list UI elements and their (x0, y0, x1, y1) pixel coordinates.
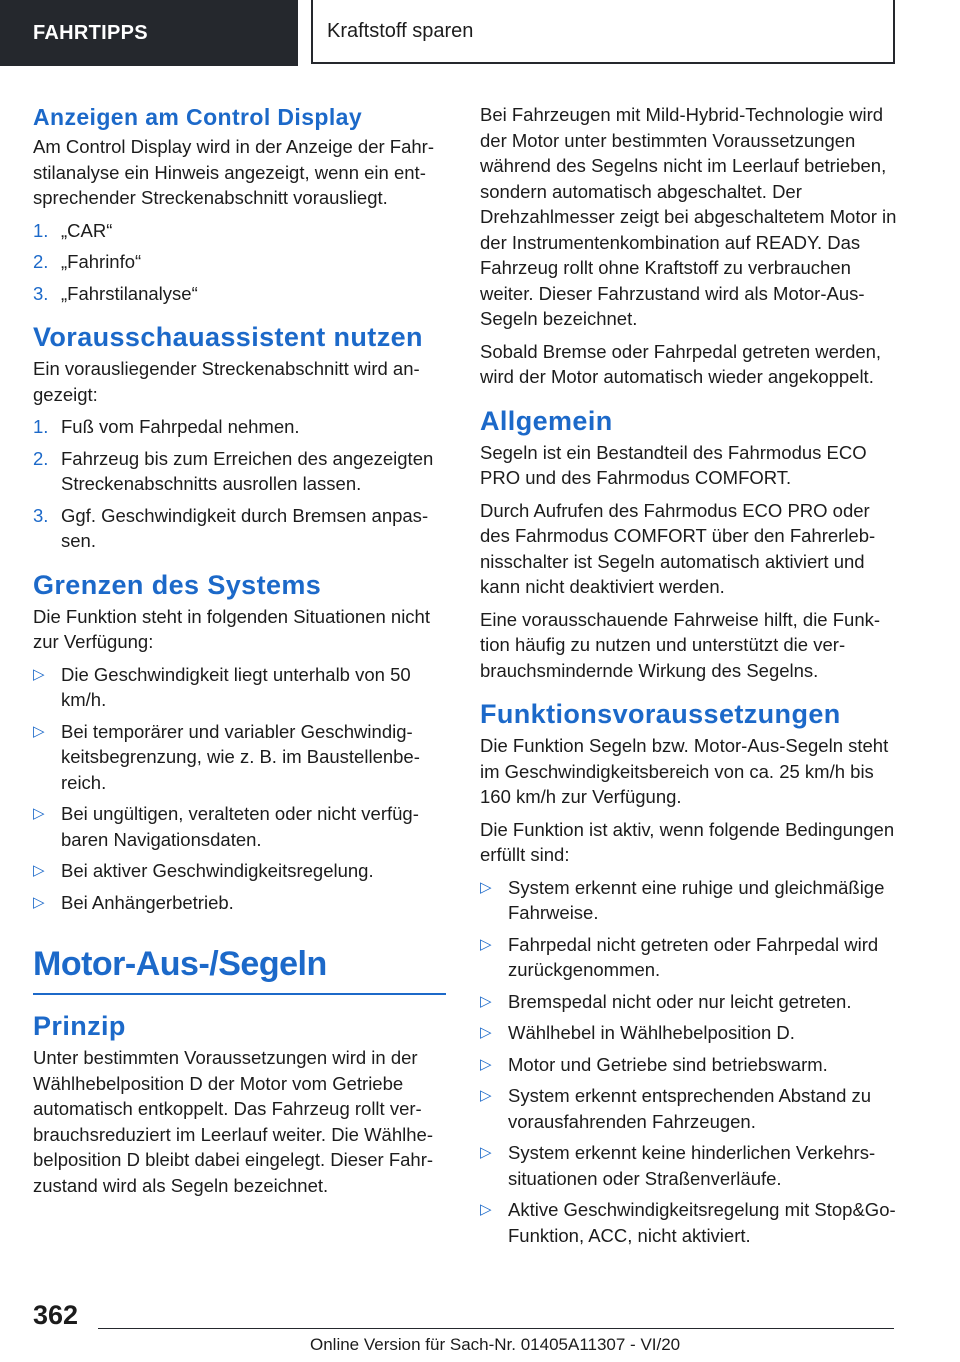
paragraph: Die Funktion ist aktiv, wenn folgende Bedingungen erfüllt sind: (480, 818, 895, 865)
bullet-list (33, 662, 451, 916)
section-control-display (33, 102, 451, 306)
list-item (33, 719, 451, 796)
triangle-bullet-icon: ▷ (33, 722, 45, 740)
section-allgemein (480, 404, 898, 684)
triangle-bullet-icon: ▷ (480, 992, 492, 1010)
list-item (480, 875, 898, 926)
list-number: 1. (33, 416, 49, 437)
triangle-bullet-icon: ▷ (33, 665, 45, 683)
list-item (33, 218, 451, 244)
list-text: „Fahrinfo“ (61, 251, 142, 272)
list-item (480, 1052, 898, 1078)
left-column (33, 102, 451, 1212)
list-item (33, 281, 451, 307)
list-text: „CAR“ (61, 219, 113, 241)
list-text: Motor und Getriebe sind betriebswarm. (508, 1053, 828, 1075)
list-text: Bei ungültigen, veralteten oder nicht verfügbaren Navigationsdaten. (61, 803, 419, 850)
section-funktionsvoraussetzungen (480, 697, 898, 1248)
list-item (33, 662, 451, 713)
list-item (480, 1020, 898, 1046)
heading-control-display: Anzeigen am Control Display (33, 104, 363, 130)
list-text: Bei Anhängerbetrieb. (61, 891, 234, 913)
list-item (33, 249, 451, 275)
list-item (480, 989, 898, 1015)
triangle-bullet-icon: ▷ (33, 862, 45, 879)
list-number: 3. (33, 504, 49, 526)
list-text: Ggf. Geschwindigkeit durch Bremsen anpassen. (61, 504, 429, 551)
section-title: Kraftstoff sparen (311, 0, 895, 64)
list-item (33, 446, 451, 497)
footer-version-text: Online Version für Sach-Nr. 01405A11307 - VI/20 (310, 1335, 681, 1354)
list-item (33, 890, 451, 916)
list-text: Bei temporärer und variabler Geschwindigkeitsbegrenzung, wie z. B. im Baustellenbereich. (61, 720, 420, 793)
triangle-bullet-icon: ▷ (480, 1201, 492, 1218)
list-text: System erkennt eine ruhige und gleichmäßige Fahrweise. (508, 876, 885, 923)
triangle-bullet-icon: ▷ (33, 893, 45, 911)
list-item (480, 1197, 898, 1248)
list-text: Bei aktiver Geschwindigkeitsregelung. (61, 860, 374, 881)
list-text: System erkennt entsprechenden Abstand zu vorausfahrenden Fahrzeugen. (508, 1085, 872, 1132)
paragraph: Bei Fahrzeugen mit Mild-Hybrid-Technologie wird der Motor unter bestimmten Voraussetzungen während des Segelns nicht im Leerlauf betrieben, sondern automatisch abgeschaltet. Der Drehzahlmesser zeigt bei abgeschaltetem Motor in der Instrumentenkombination auf READY. Das Fahrzeug rollt ohne Kraftstoff zu verbrauchen weiter. Dieser Fahrzustand wird als Motor-Aus-Segeln bezeichnet. (480, 104, 897, 329)
list-text: Wählhebel in Wählhebelposition D. (508, 1022, 795, 1043)
heading-funktionsvoraussetzungen: Funktionsvoraussetzungen (480, 699, 841, 729)
triangle-bullet-icon: ▷ (33, 805, 45, 822)
chapter-tab: FAHRTIPPS (0, 0, 298, 66)
triangle-bullet-icon: ▷ (480, 1144, 492, 1161)
chapter-heading: Motor-Aus-/Segeln (33, 943, 446, 995)
list-text: System erkennt keine hinderlichen Verkehrssituationen oder Straßenverläufe. (508, 1142, 876, 1189)
triangle-bullet-icon: ▷ (480, 935, 492, 953)
list-item (33, 858, 451, 884)
right-column (480, 102, 898, 1262)
section-grenzen (33, 568, 451, 916)
heading-vorausschau: Vorausschauassistent nutzen (33, 322, 423, 352)
section-prinzip (33, 1009, 451, 1198)
paragraph: Am Control Display wird in der Anzeige der Fahrstilanalyse ein Hinweis angezeigt, wenn ein entsprechender Streckenabschnitt vorausliegt. (33, 136, 435, 208)
list-text: Fahrzeug bis zum Erreichen des angezeigten Streckenabschnitts ausrollen lassen. (61, 447, 434, 494)
list-text: Die Geschwindigkeit liegt unterhalb von 50 km/h. (61, 663, 411, 710)
list-item (480, 932, 898, 983)
paragraph: Durch Aufrufen des Fahrmodus ECO PRO oder des Fahrmodus COMFORT über den Fahrerlebnisschalter ist Segeln automatisch aktiviert und kann nicht deaktiviert werden. (480, 499, 876, 597)
page-number: 362 (33, 1300, 79, 1330)
list-item (480, 1083, 898, 1134)
list-number: 3. (33, 282, 49, 304)
paragraph: Ein vorausliegender Streckenabschnitt wird angezeigt: (33, 358, 420, 405)
list-number: 2. (33, 447, 49, 469)
footer-divider (98, 1328, 894, 1329)
list-number: 1. (33, 219, 49, 241)
paragraph: Die Funktion Segeln bzw. Motor-Aus-Segeln steht im Geschwindigkeitsbereich von ca. 25 km/h bis 160 km/h zur Verfügung. (480, 735, 889, 807)
list-item (33, 414, 451, 440)
list-text: Fahrpedal nicht getreten oder Fahrpedal wird zurückgenommen. (508, 933, 879, 980)
section-vorausschau (33, 320, 451, 554)
list-text: Aktive Geschwindigkeitsregelung mit Stop&Go-Funktion, ACC, nicht aktiviert. (508, 1199, 896, 1246)
list-text: „Fahrstilanalyse“ (61, 282, 198, 304)
triangle-bullet-icon: ▷ (480, 1055, 492, 1073)
triangle-bullet-icon: ▷ (480, 1087, 492, 1104)
list-text: Fuß vom Fahrpedal nehmen. (61, 416, 300, 437)
numbered-list (33, 218, 451, 307)
paragraph: Eine vorausschauende Fahrweise hilft, die Funktion häufig zu nutzen und unterstützt die verbrauchsmindernde Wirkung des Segelns. (480, 608, 881, 681)
list-item (33, 503, 451, 554)
heading-prinzip: Prinzip (33, 1011, 126, 1041)
heading-allgemein: Allgemein (480, 405, 613, 436)
list-text: Bremspedal nicht oder nur leicht getreten. (508, 990, 852, 1012)
triangle-bullet-icon: ▷ (480, 878, 492, 896)
list-item (480, 1140, 898, 1191)
triangle-bullet-icon: ▷ (480, 1024, 492, 1041)
paragraph: Segeln ist ein Bestandteil des Fahrmodus ECO PRO und des Fahrmodus COMFORT. (480, 441, 867, 488)
list-item (33, 801, 451, 852)
heading-grenzen: Grenzen des Systems (33, 569, 322, 600)
bullet-list (480, 875, 898, 1249)
paragraph: Die Funktion steht in folgenden Situationen nicht zur Verfügung: (33, 605, 430, 652)
paragraph: Sobald Bremse oder Fahrpedal getreten werden, wird der Motor automatisch wieder angekoppelt. (480, 340, 882, 387)
numbered-list (33, 414, 451, 554)
paragraph: Unter bestimmten Voraussetzungen wird in der Wählhebelposition D der Motor vom Getriebe automatisch entkoppelt. Das Fahrzeug rollt verbrauchsreduziert im Leerlauf weiter. Die Wählhebelposition D bleibt dabei eingelegt. Dieser Fahrzustand wird als Segeln bezeichnet. (33, 1047, 434, 1196)
list-number: 2. (33, 251, 49, 272)
